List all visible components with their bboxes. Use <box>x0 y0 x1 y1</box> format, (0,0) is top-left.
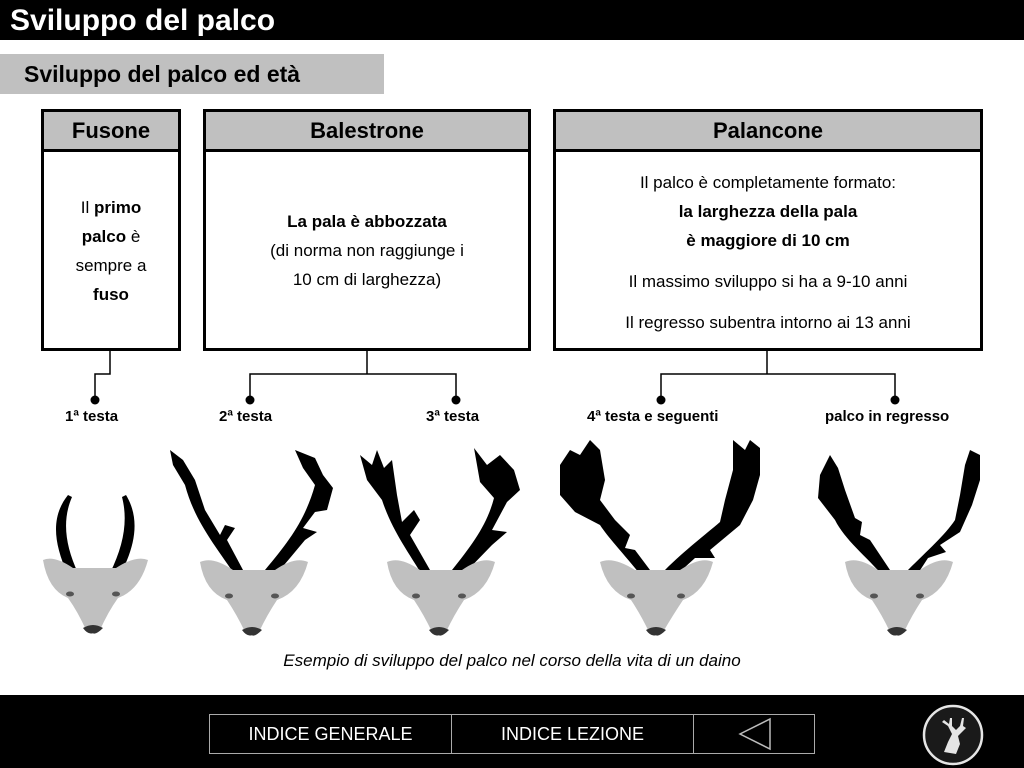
fusone-body: Il primo palco è sempre a fuso <box>75 198 147 304</box>
back-button[interactable] <box>693 714 815 754</box>
palancone-body: Il palco è completamente formato: la larghezza della pala è maggiore di 10 cm Il massimo sviluppo si ha a 9-10 anni Il regresso subentra intorno ai 13 anni <box>625 173 911 332</box>
balestrone-body: La pala è abbozzata (di norma non raggiunge i 10 cm di larghezza) <box>270 212 464 289</box>
deer-head-regress <box>810 440 990 645</box>
index-general-button[interactable]: INDICE GENERALE <box>209 714 452 754</box>
illustration-caption: Esempio di sviluppo del palco nel corso della vita di un daino <box>283 651 741 670</box>
label-second-head: 2ª testa <box>219 408 273 425</box>
deer-logo-icon[interactable] <box>922 704 984 766</box>
deer-head-second <box>165 440 340 645</box>
label-first-head: 1ª testa <box>65 408 119 425</box>
deer-head-fusone <box>38 440 153 645</box>
page-title: Sviluppo del palco <box>10 4 276 37</box>
palancone-header: Palancone <box>556 112 980 152</box>
balestrone-header: Balestrone <box>206 112 528 152</box>
triangle-left-icon <box>734 716 774 752</box>
section-title: Sviluppo del palco ed età <box>24 61 301 87</box>
label-third-head: 3ª testa <box>426 408 480 425</box>
index-lesson-button[interactable]: INDICE LEZIONE <box>451 714 694 754</box>
deer-head-third <box>352 440 527 645</box>
fusone-header: Fusone <box>44 112 178 152</box>
deer-head-fourth <box>555 440 770 645</box>
label-fourth-head: 4ª testa e seguenti <box>587 408 719 425</box>
label-regress: palco in regresso <box>825 408 950 425</box>
